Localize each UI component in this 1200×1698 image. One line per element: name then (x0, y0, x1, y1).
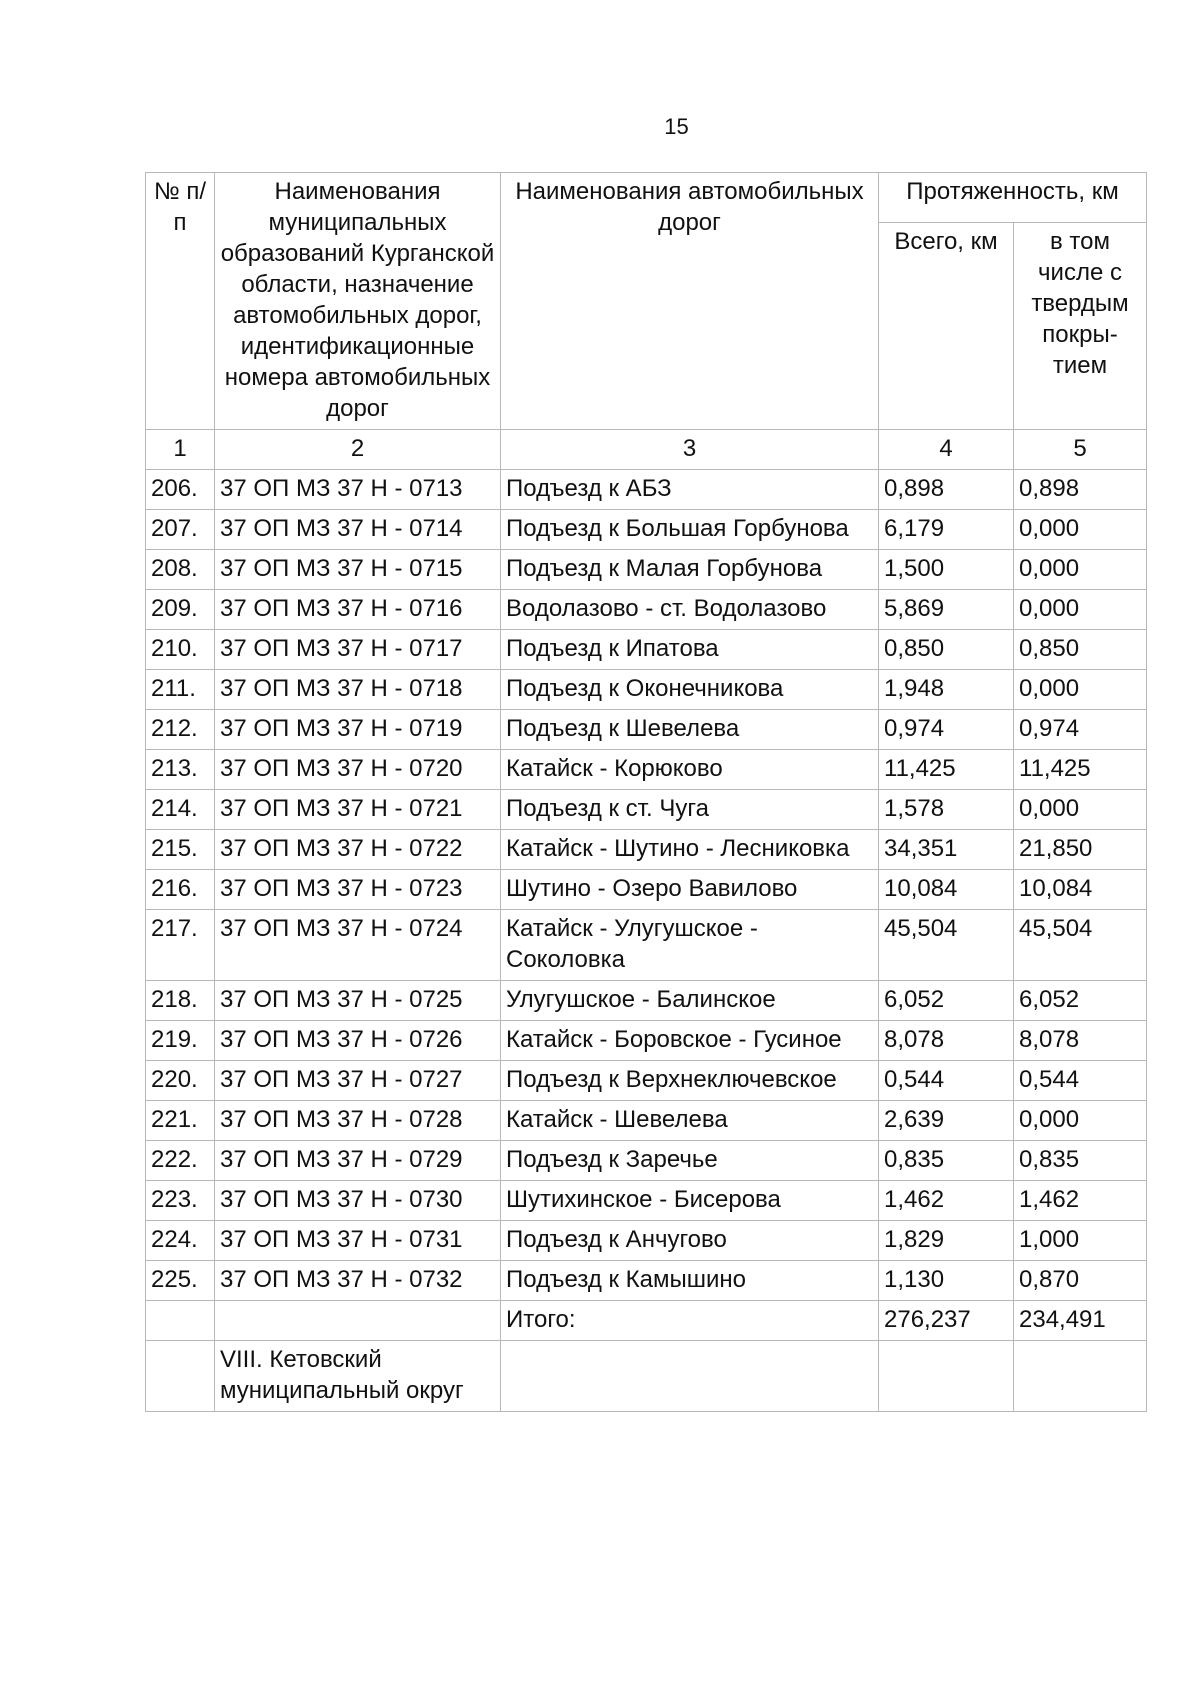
table-row (146, 750, 1147, 790)
road-name: Шутихинское - Бисерова (501, 1181, 879, 1221)
row-number: 219. (146, 1021, 215, 1061)
row-number: 209. (146, 590, 215, 630)
road-name: Катайск - Боровское - Гусиное (501, 1021, 879, 1061)
road-name: Подъезд к Анчугово (501, 1221, 879, 1261)
road-id: 37 ОП МЗ 37 Н - 0724 (215, 910, 501, 981)
road-id: 37 ОП МЗ 37 Н - 0730 (215, 1181, 501, 1221)
road-paved-length: 0,000 (1014, 550, 1147, 590)
row-number: 218. (146, 981, 215, 1021)
road-paved-length: 0,870 (1014, 1261, 1147, 1301)
header-col-total: Всего, км (879, 223, 1014, 430)
roads-table (145, 172, 1147, 1412)
page-number: 15 (664, 114, 689, 139)
section-empty-cell (1014, 1341, 1147, 1412)
road-paved-length: 11,425 (1014, 750, 1147, 790)
road-length: 0,898 (879, 470, 1014, 510)
road-id: 37 ОП МЗ 37 Н - 0718 (215, 670, 501, 710)
section-empty-cell (501, 1341, 879, 1412)
road-length: 6,179 (879, 510, 1014, 550)
road-length: 11,425 (879, 750, 1014, 790)
column-number: 3 (501, 430, 879, 470)
header-col-road-name: Наименования автомобильных дорог (501, 173, 879, 430)
road-name: Водолазово - ст. Водолазово (501, 590, 879, 630)
road-paved-length: 21,850 (1014, 830, 1147, 870)
road-name: Катайск - Корюково (501, 750, 879, 790)
row-number: 216. (146, 870, 215, 910)
row-number: 220. (146, 1061, 215, 1101)
total-row (146, 1301, 1147, 1341)
table-row (146, 710, 1147, 750)
road-id: 37 ОП МЗ 37 Н - 0713 (215, 470, 501, 510)
road-id: 37 ОП МЗ 37 Н - 0721 (215, 790, 501, 830)
row-number: 206. (146, 470, 215, 510)
road-id: 37 ОП МЗ 37 Н - 0723 (215, 870, 501, 910)
road-length: 1,130 (879, 1261, 1014, 1301)
row-number: 225. (146, 1261, 215, 1301)
header-length-group: Протяженность, км (879, 173, 1147, 223)
road-name: Подъезд к Заречье (501, 1141, 879, 1181)
table-row (146, 1261, 1147, 1301)
road-paved-length: 1,000 (1014, 1221, 1147, 1261)
road-length: 8,078 (879, 1021, 1014, 1061)
road-id: 37 ОП МЗ 37 Н - 0729 (215, 1141, 501, 1181)
road-paved-length: 0,000 (1014, 510, 1147, 550)
road-paved-length: 8,078 (1014, 1021, 1147, 1061)
road-paved-length: 1,462 (1014, 1181, 1147, 1221)
road-name: Подъезд к Камышино (501, 1261, 879, 1301)
road-name: Катайск - Улугушское - Соколовка (501, 910, 879, 981)
total-length: 276,237 (879, 1301, 1014, 1341)
table-row (146, 550, 1147, 590)
table-row (146, 1061, 1147, 1101)
row-number: 208. (146, 550, 215, 590)
table-header (146, 173, 1147, 470)
road-id: 37 ОП МЗ 37 Н - 0727 (215, 1061, 501, 1101)
row-number: 223. (146, 1181, 215, 1221)
row-number: 224. (146, 1221, 215, 1261)
road-id: 37 ОП МЗ 37 Н - 0725 (215, 981, 501, 1021)
road-length: 1,948 (879, 670, 1014, 710)
road-name: Подъезд к ст. Чуга (501, 790, 879, 830)
road-length: 6,052 (879, 981, 1014, 1021)
column-number: 1 (146, 430, 215, 470)
road-paved-length: 10,084 (1014, 870, 1147, 910)
road-id: 37 ОП МЗ 37 Н - 0732 (215, 1261, 501, 1301)
header-col-paved: в том числе с твердым покры-тием (1014, 223, 1147, 430)
road-name: Катайск - Шутино - Лесниковка (501, 830, 879, 870)
table-row (146, 981, 1147, 1021)
total-label: Итого: (501, 1301, 879, 1341)
road-paved-length: 0,544 (1014, 1061, 1147, 1101)
road-length: 1,500 (879, 550, 1014, 590)
total-empty-cell (215, 1301, 501, 1341)
row-number: 213. (146, 750, 215, 790)
header-col-number: № п/п (146, 173, 215, 430)
road-length: 34,351 (879, 830, 1014, 870)
road-name: Шутино - Озеро Вавилово (501, 870, 879, 910)
road-length: 2,639 (879, 1101, 1014, 1141)
row-number: 222. (146, 1141, 215, 1181)
road-id: 37 ОП МЗ 37 Н - 0719 (215, 710, 501, 750)
table-body (146, 470, 1147, 1301)
row-number: 212. (146, 710, 215, 750)
table-row (146, 510, 1147, 550)
road-length: 1,462 (879, 1181, 1014, 1221)
table-row (146, 1141, 1147, 1181)
table-row (146, 870, 1147, 910)
road-length: 45,504 (879, 910, 1014, 981)
road-id: 37 ОП МЗ 37 Н - 0722 (215, 830, 501, 870)
road-name: Подъезд к Верхнеключевское (501, 1061, 879, 1101)
table-footer (146, 1301, 1147, 1412)
table-row (146, 1221, 1147, 1261)
column-number: 2 (215, 430, 501, 470)
road-length: 0,850 (879, 630, 1014, 670)
road-id: 37 ОП МЗ 37 Н - 0715 (215, 550, 501, 590)
section-empty-cell (879, 1341, 1014, 1412)
table-row (146, 830, 1147, 870)
table-row (146, 470, 1147, 510)
column-number: 5 (1014, 430, 1147, 470)
row-number: 221. (146, 1101, 215, 1141)
road-id: 37 ОП МЗ 37 Н - 0717 (215, 630, 501, 670)
road-paved-length: 0,000 (1014, 590, 1147, 630)
total-empty-cell (146, 1301, 215, 1341)
road-id: 37 ОП МЗ 37 Н - 0731 (215, 1221, 501, 1261)
road-length: 0,974 (879, 710, 1014, 750)
column-number-row (146, 430, 1147, 470)
road-id: 37 ОП МЗ 37 Н - 0714 (215, 510, 501, 550)
row-number: 211. (146, 670, 215, 710)
road-name: Подъезд к Ипатова (501, 630, 879, 670)
road-length: 0,544 (879, 1061, 1014, 1101)
road-paved-length: 6,052 (1014, 981, 1147, 1021)
road-id: 37 ОП МЗ 37 Н - 0726 (215, 1021, 501, 1061)
section-title: VIII. Кетовский муниципальный округ (215, 1341, 501, 1412)
row-number: 210. (146, 630, 215, 670)
road-paved-length: 0,974 (1014, 710, 1147, 750)
road-length: 1,829 (879, 1221, 1014, 1261)
header-col-municipality: Наименования муниципальных образований Курганской области, назначение автомобильных дорог, идентификационные номера автомобильных дорог (215, 173, 501, 430)
road-name: Подъезд к АБЗ (501, 470, 879, 510)
road-name: Подъезд к Шевелева (501, 710, 879, 750)
road-id: 37 ОП МЗ 37 Н - 0728 (215, 1101, 501, 1141)
road-paved-length: 0,850 (1014, 630, 1147, 670)
road-name: Подъезд к Оконечникова (501, 670, 879, 710)
road-name: Подъезд к Большая Горбунова (501, 510, 879, 550)
table-row (146, 1181, 1147, 1221)
table-row (146, 1021, 1147, 1061)
road-paved-length: 45,504 (1014, 910, 1147, 981)
section-empty-cell (146, 1341, 215, 1412)
table-row (146, 910, 1147, 981)
table-row (146, 590, 1147, 630)
road-length: 1,578 (879, 790, 1014, 830)
road-length: 5,869 (879, 590, 1014, 630)
road-name: Улугушское - Балинское (501, 981, 879, 1021)
road-paved-length: 0,000 (1014, 1101, 1147, 1141)
row-number: 207. (146, 510, 215, 550)
table-row (146, 670, 1147, 710)
total-paved-length: 234,491 (1014, 1301, 1147, 1341)
road-paved-length: 0,898 (1014, 470, 1147, 510)
road-paved-length: 0,000 (1014, 670, 1147, 710)
road-name: Катайск - Шевелева (501, 1101, 879, 1141)
road-paved-length: 0,835 (1014, 1141, 1147, 1181)
row-number: 217. (146, 910, 215, 981)
table-row (146, 630, 1147, 670)
table-row (146, 790, 1147, 830)
road-paved-length: 0,000 (1014, 790, 1147, 830)
road-id: 37 ОП МЗ 37 Н - 0720 (215, 750, 501, 790)
section-row (146, 1341, 1147, 1412)
table-row (146, 1101, 1147, 1141)
road-name: Подъезд к Малая Горбунова (501, 550, 879, 590)
row-number: 215. (146, 830, 215, 870)
road-id: 37 ОП МЗ 37 Н - 0716 (215, 590, 501, 630)
column-number: 4 (879, 430, 1014, 470)
road-length: 10,084 (879, 870, 1014, 910)
road-length: 0,835 (879, 1141, 1014, 1181)
row-number: 214. (146, 790, 215, 830)
